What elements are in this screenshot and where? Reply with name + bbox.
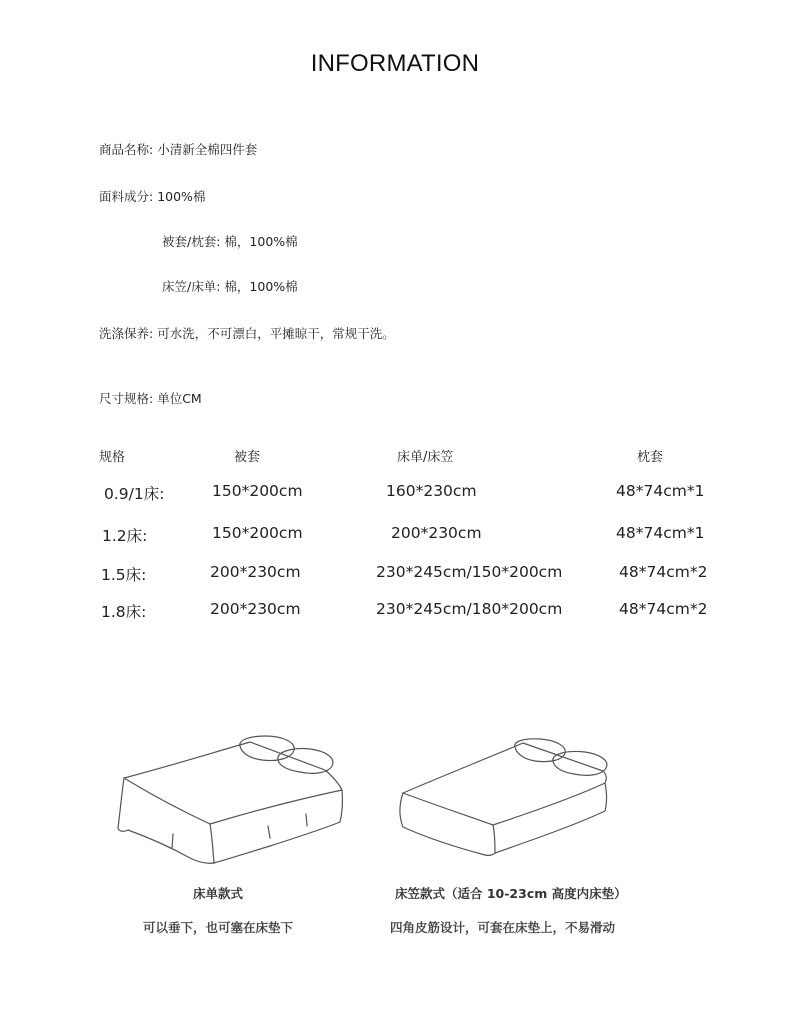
page-title: INFORMATION	[310, 50, 480, 77]
sheet-label: 床笠/床单:	[162, 279, 221, 294]
row-sheet: 230*245cm/150*200cm	[376, 563, 563, 581]
table-header-pillowcase: 枕套	[637, 450, 664, 465]
row-size: 1.8床:	[101, 603, 147, 621]
flat-sheet-note: 可以垂下，也可塞在床垫下	[143, 920, 294, 935]
row-duvet: 150*200cm	[212, 524, 303, 542]
product-name-value: 小清新全棉四件套	[157, 142, 258, 157]
product-name-row	[99, 140, 257, 158]
fabric-label: 面料成分:	[99, 189, 154, 204]
table-header-spec: 规格	[99, 450, 126, 465]
table-row	[0, 482, 790, 506]
size-spec-row	[99, 389, 202, 407]
care-label: 洗涤保养:	[99, 326, 154, 341]
row-sheet: 230*245cm/180*200cm	[376, 600, 563, 618]
table-row	[0, 524, 790, 548]
sheet-row	[162, 277, 298, 295]
row-duvet: 150*200cm	[212, 482, 303, 500]
row-sheet: 200*230cm	[391, 524, 482, 542]
table-row	[0, 600, 790, 624]
row-duvet: 200*230cm	[210, 600, 301, 618]
care-row	[99, 324, 395, 342]
flat-sheet-caption: 床单款式	[193, 886, 244, 901]
care-value: 可水洗，不可漂白，平摊晾干，常规干洗。	[157, 326, 395, 341]
fabric-value: 100%棉	[157, 189, 206, 204]
row-size: 0.9/1床:	[104, 485, 165, 503]
duvet-row	[162, 232, 298, 250]
fabric-row	[99, 187, 205, 205]
fitted-sheet-bed-sketch-icon	[395, 735, 615, 860]
table-header-sheet: 床单/床笠	[397, 450, 454, 465]
size-spec-label: 尺寸规格:	[99, 391, 154, 406]
table-header-duvet: 被套	[234, 450, 261, 465]
product-name-label: 商品名称:	[99, 142, 154, 157]
flat-sheet-bed-sketch-icon	[110, 730, 355, 870]
size-spec-value: 单位CM	[157, 391, 202, 406]
fitted-sheet-note: 四角皮筋设计，可套在床垫上，不易滑动	[390, 920, 616, 935]
row-pillowcase: 48*74cm*2	[619, 600, 708, 618]
sheet-value: 棉，100%棉	[224, 279, 298, 294]
row-pillowcase: 48*74cm*1	[616, 482, 705, 500]
table-row	[0, 563, 790, 587]
fitted-sheet-caption: 床笠款式（适合 10-23cm 高度内床垫）	[395, 886, 627, 901]
row-pillowcase: 48*74cm*1	[616, 524, 705, 542]
row-size: 1.2床:	[102, 527, 148, 545]
duvet-value: 棉，100%棉	[224, 234, 298, 249]
row-duvet: 200*230cm	[210, 563, 301, 581]
duvet-label: 被套/枕套:	[162, 234, 221, 249]
row-pillowcase: 48*74cm*2	[619, 563, 708, 581]
row-size: 1.5床:	[101, 566, 147, 584]
row-sheet: 160*230cm	[386, 482, 477, 500]
